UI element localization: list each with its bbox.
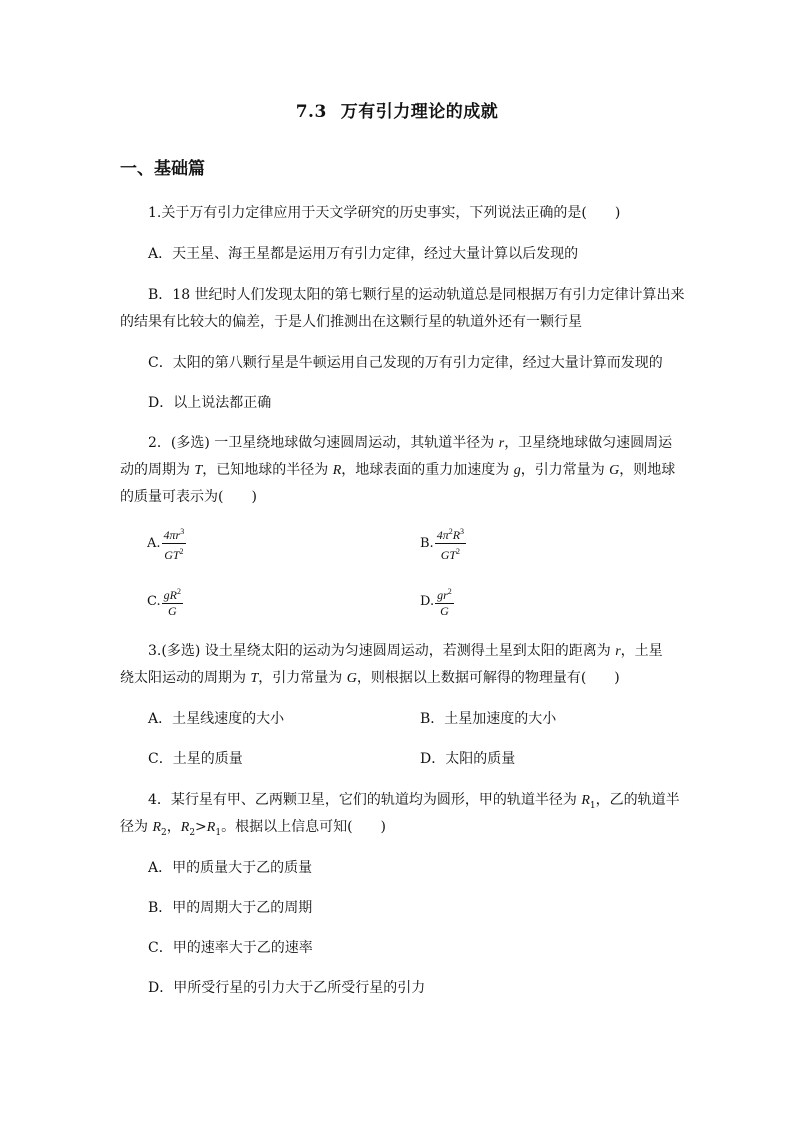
q3-option-c: C．土星的质量 bbox=[148, 751, 243, 767]
title-number: 7.3 bbox=[295, 102, 327, 122]
formula-b: $\frac{4\pi^2R^3}{GT^2}$ bbox=[435, 524, 466, 563]
q3-option-b: B．土星加速度的大小 bbox=[420, 711, 557, 727]
q2-stem-line1: 2．(多选) 一卫星绕地球做匀速圆周运动，其轨道半径为 r，卫星绕地球做匀速圆周运 bbox=[148, 435, 673, 451]
q4-option-a: A．甲的质量大于乙的质量 bbox=[148, 860, 313, 876]
formula-c: $\frac{gR^2}{G}$ bbox=[162, 584, 183, 619]
q2-option-d: D. $\frac{gr^2}{G}$ bbox=[420, 584, 454, 619]
q2-option-b: B. $\frac{4\pi^2R^3}{GT^2}$ bbox=[420, 524, 466, 563]
q3-stem-line2: 绕太阳运动的周期为 T，引力常量为 G，则根据以上数据可解得的物理量有( ) bbox=[120, 670, 620, 686]
formula-d: $\frac{gr^2}{G}$ bbox=[435, 584, 454, 619]
q1-option-b-line1: B．18 世纪时人们发现太阳的第七颗行星的运动轨道总是同根据万有引力定律计算出来 bbox=[148, 287, 685, 303]
q1-option-d: D．以上说法都正确 bbox=[148, 395, 272, 411]
q3-option-a: A．土星线速度的大小 bbox=[148, 711, 285, 727]
page-title bbox=[0, 97, 794, 122]
q1-option-c: C．太阳的第八颗行星是牛顿运用自己发现的万有引力定律，经过大量计算而发现的 bbox=[148, 355, 663, 371]
q2-stem-line2: 动的周期为 T，已知地球的半径为 R，地球表面的重力加速度为 g，引力常量为 G，则地球 bbox=[120, 462, 676, 478]
q4-stem-line2: 径为 $R_2$，$R_2>R_1$。根据以上信息可知( ) bbox=[120, 819, 387, 838]
q4-stem-line1: 4．某行星有甲、乙两颗卫星，它们的轨道均为圆形，甲的轨道半径为 $R_1$，乙的轨道半 bbox=[148, 792, 680, 811]
q2-stem-line3: 的质量可表示为( ) bbox=[120, 489, 257, 505]
q4-option-d: D．甲所受行星的引力大于乙所受行星的引力 bbox=[148, 980, 426, 996]
section-heading: 一、基础篇 bbox=[120, 159, 205, 179]
q4-option-b: B．甲的周期大于乙的周期 bbox=[148, 900, 313, 916]
q1-option-b-line2: 的结果有比较大的偏差，于是人们推测出在这颗行星的轨道外还有一颗行星 bbox=[120, 314, 582, 330]
q2-option-a: A. $\frac{4\pi r^3}{GT^2}$ bbox=[147, 524, 186, 563]
q4-option-c: C．甲的速率大于乙的速率 bbox=[148, 940, 313, 956]
q1-stem: 1.关于万有引力定律应用于天文学研究的历史事实，下列说法正确的是( ) bbox=[148, 205, 621, 221]
q2-option-c: C. $\frac{gR^2}{G}$ bbox=[147, 584, 183, 619]
title-text: 万有引力理论的成就 bbox=[340, 102, 499, 122]
q3-stem-line1: 3.(多选) 设土星绕太阳的运动为匀速圆周运动，若测得土星到太阳的距离为 r，土星 bbox=[148, 643, 663, 659]
q1-option-a: A．天王星、海王星都是运用万有引力定律，经过大量计算以后发现的 bbox=[148, 246, 579, 262]
q3-option-d: D．太阳的质量 bbox=[420, 751, 516, 767]
formula-a: $\frac{4\pi r^3}{GT^2}$ bbox=[162, 524, 187, 563]
